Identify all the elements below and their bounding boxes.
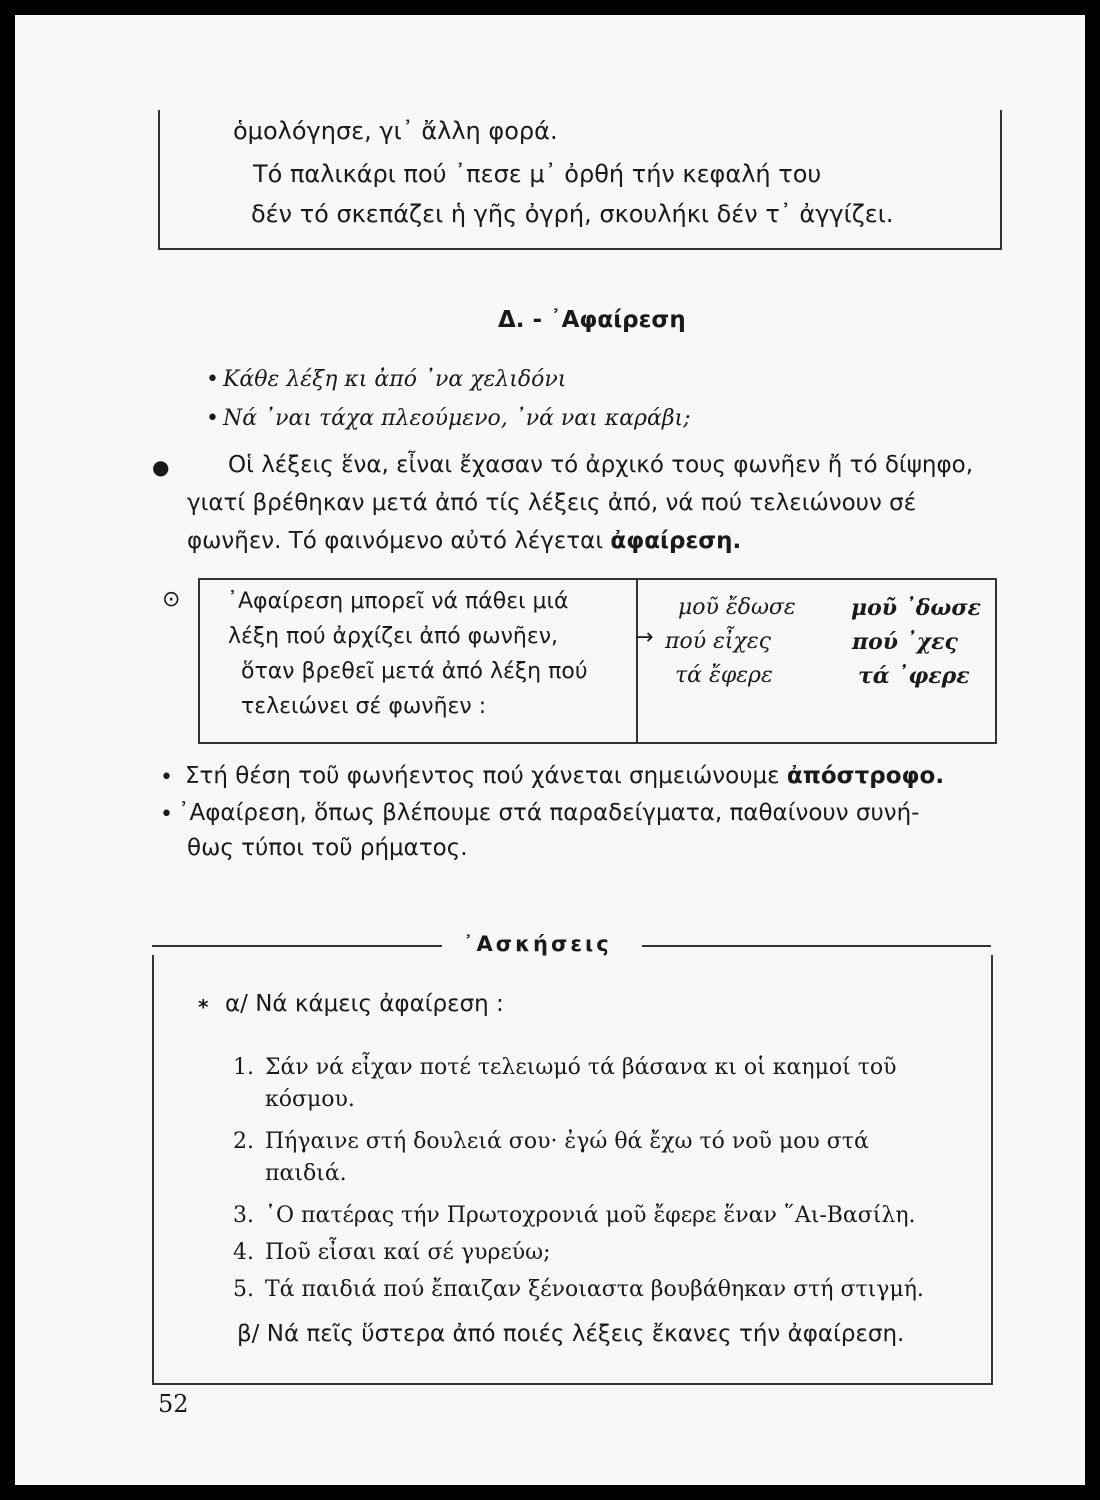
page bbox=[15, 15, 1085, 1485]
explanation-line-2: γιατί βρέθηκαν μετά ἀπό τίς λέξεις ἀπό, νά πού τελειώνουν σέ bbox=[187, 490, 917, 516]
item-number: 1. bbox=[233, 1055, 254, 1080]
item-number: 5. bbox=[233, 1277, 254, 1302]
note-1-bold: ἀπόστροφο. bbox=[786, 763, 945, 789]
item-2-line-1: Πήγαινε στή δουλειά σου· ἐγώ θά ἔχω τό νοῦ μου στά bbox=[265, 1129, 869, 1154]
note-2-line-2: θως τύποι τοῦ ρήματος. bbox=[187, 835, 468, 861]
note-bullet: • bbox=[160, 765, 173, 790]
poem-line-1: ὁμολόγησε, γι᾽ ἄλλη φορά. bbox=[233, 117, 558, 145]
note-bullet: • bbox=[160, 802, 173, 827]
arrow-icon: → bbox=[635, 625, 654, 650]
explanation-line-3 bbox=[187, 528, 741, 554]
exercises-rule-right bbox=[642, 945, 991, 947]
note-2-line-1: ᾿Αφαίρεση, ὅπως βλέπουμε στά παραδείγματα, παθαίνουν συνή- bbox=[178, 800, 920, 826]
rule-marker-icon: ⊙ bbox=[162, 587, 181, 612]
part-b-label: β/ Νά πεῖς ὕστερα ἀπό ποιές λέξεις ἔκανες τήν ἀφαίρεση. bbox=[237, 1321, 905, 1347]
part-a-label: α/ Νά κάμεις ἀφαίρεση : bbox=[225, 991, 504, 1017]
example-line-1: Κάθε λέξη κι ἀπό ᾽να χελιδόνι bbox=[223, 367, 567, 392]
term-bold: ἀφαίρεση. bbox=[610, 528, 742, 554]
bullet-marker: ● bbox=[152, 455, 170, 479]
example-line-2: Νά ᾽ναι τάχα πλεούμενο, ᾽νά ναι καράβι; bbox=[223, 406, 691, 431]
page-number: 52 bbox=[158, 1390, 189, 1418]
item-number: 3. bbox=[233, 1203, 254, 1228]
item-number: 2. bbox=[233, 1129, 254, 1154]
rule-line-1: ᾿Αφαίρεση μπορεῖ νά πάθει μιά bbox=[227, 589, 569, 614]
note-1-text: Στή θέση τοῦ φωνήεντος πού χάνεται σημειώνουμε bbox=[185, 763, 780, 789]
star-icon: * bbox=[198, 995, 209, 1019]
rule-box-divider bbox=[636, 580, 638, 742]
exercises-rule-left bbox=[152, 945, 442, 947]
item-number: 4. bbox=[233, 1240, 254, 1265]
example-bullet: • bbox=[206, 367, 219, 392]
rule-example-original: πού εἶχες bbox=[665, 629, 771, 654]
rule-example-original: τά ἔφερε bbox=[675, 663, 773, 688]
exercises-title: ᾿Ασκήσεις bbox=[463, 932, 612, 956]
rule-line-3: ὅταν βρεθεῖ μετά ἀπό λέξη πού bbox=[241, 659, 588, 684]
poem-line-3: δέν τό σκεπάζει ἡ γῆς ὀγρή, σκουλήκι δέν τ᾽ ἀγγίζει. bbox=[251, 200, 894, 228]
rule-line-4: τελειώνει σέ φωνῆεν : bbox=[241, 694, 487, 719]
item-1-line-2: κόσμου. bbox=[265, 1087, 355, 1112]
item-1-line-1: Σάν νά εἶχαν ποτέ τελειωμό τά βάσανα κι οἱ καημοί τοῦ bbox=[265, 1055, 897, 1080]
rule-example-result: μοῦ ᾿δωσε bbox=[851, 595, 981, 621]
item-3-line-1: ῾Ο πατέρας τήν Πρωτοχρονιά μοῦ ἔφερε ἕναν ῞Αι-Βασίλη. bbox=[265, 1203, 916, 1228]
item-4-line-1: Ποῦ εἶσαι καί σέ γυρεύω; bbox=[265, 1240, 551, 1265]
explanation-text: φωνῆεν. Τό φαινόμενο αὐτό λέγεται bbox=[187, 528, 604, 554]
section-title: Δ. - ᾿Αφαίρεση bbox=[498, 307, 686, 333]
explanation-line-1: Οἱ λέξεις ἕνα, εἶναι ἔχασαν τό ἀρχικό τους φωνῆεν ἤ τό δίψηφο, bbox=[228, 452, 974, 478]
poem-line-2: Τό παλικάρι πού ᾽πεσε μ᾽ ὀρθή τήν κεφαλή του bbox=[253, 160, 822, 188]
item-2-line-2: παιδιά. bbox=[265, 1161, 347, 1186]
note-1 bbox=[185, 763, 944, 789]
rule-line-2: λέξη πού ἀρχίζει ἀπό φωνῆεν, bbox=[228, 624, 558, 649]
rule-example-original: μοῦ ἔδωσε bbox=[678, 595, 796, 620]
rule-example-result: πού ᾿χες bbox=[852, 629, 958, 655]
rule-example-result: τά ᾿φερε bbox=[858, 663, 970, 689]
example-bullet: • bbox=[206, 406, 219, 431]
item-5-line-1: Τά παιδιά πού ἔπαιζαν ξένοιαστα βουβάθηκαν στή στιγμή. bbox=[265, 1277, 924, 1302]
